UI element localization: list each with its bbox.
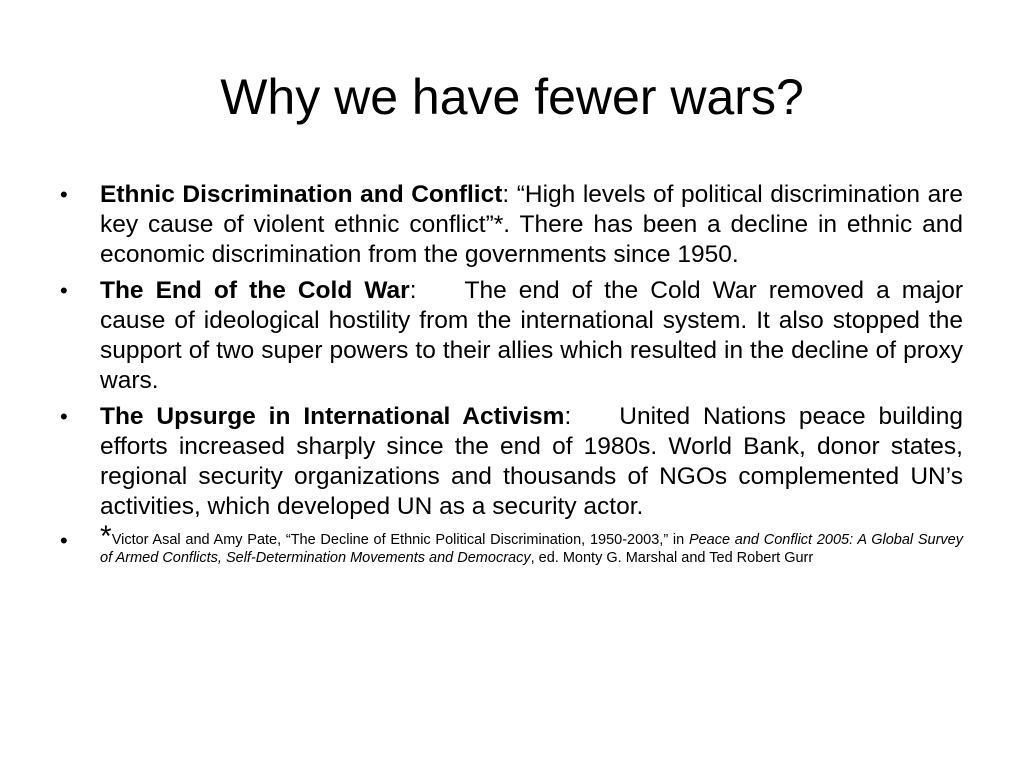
bullet-list xyxy=(60,180,963,573)
bullet-icon: • xyxy=(60,404,68,429)
slide-title: Why we have fewer wars? xyxy=(220,69,804,125)
bullet-term: The Upsurge in International Activism xyxy=(100,403,565,430)
bullet-colon: : xyxy=(409,277,417,304)
bullet-icon: • xyxy=(60,278,68,303)
bullet-item-international-activism xyxy=(60,402,963,522)
bullet-text: “High levels of political discrimination are key cause of violent ethnic conflict”*. There has been a decline in ethnic and economic discrimination from the governments since 1950. xyxy=(100,181,963,268)
bullet-colon: : xyxy=(502,181,510,208)
bullet-term: The End of the Cold War xyxy=(100,277,410,304)
bullet-item-ethnic-discrimination xyxy=(60,180,963,270)
bullet-text: The end of the Cold War removed a major cause of ideological hostility from the international system. It also stopped the support of two super powers to their allies which resulted in the decline of proxy wars. xyxy=(100,277,963,394)
bullet-item-footnote xyxy=(60,520,963,567)
bullet-item-end-of-cold-war xyxy=(60,276,963,396)
bullet-colon: : xyxy=(564,403,572,430)
bullet-text: United Nations peace building efforts increased sharply since the end of 1980s. World Bank, donor states, regional security organizations and thousands of NGOs complemented UN’s activities, which developed UN as a security actor. xyxy=(100,403,963,520)
footnote-publication-title: Peace and Conflict 2005: A Global Survey of Armed Conflicts, Self-Determination Movements and Democracy xyxy=(100,532,963,566)
bullet-icon: • xyxy=(60,528,68,553)
bullet-icon: • xyxy=(60,182,68,207)
bullet-term: Ethnic Discrimination and Conflict xyxy=(100,181,503,208)
footnote-text-end: , ed. Monty G. Marshal and Ted Robert Gurr xyxy=(530,550,814,566)
footnote-marker: * xyxy=(100,520,112,553)
footnote-text: Victor Asal and Amy Pate, “The Decline of Ethnic Political Discrimination, 1950-2003,” in xyxy=(111,532,689,548)
